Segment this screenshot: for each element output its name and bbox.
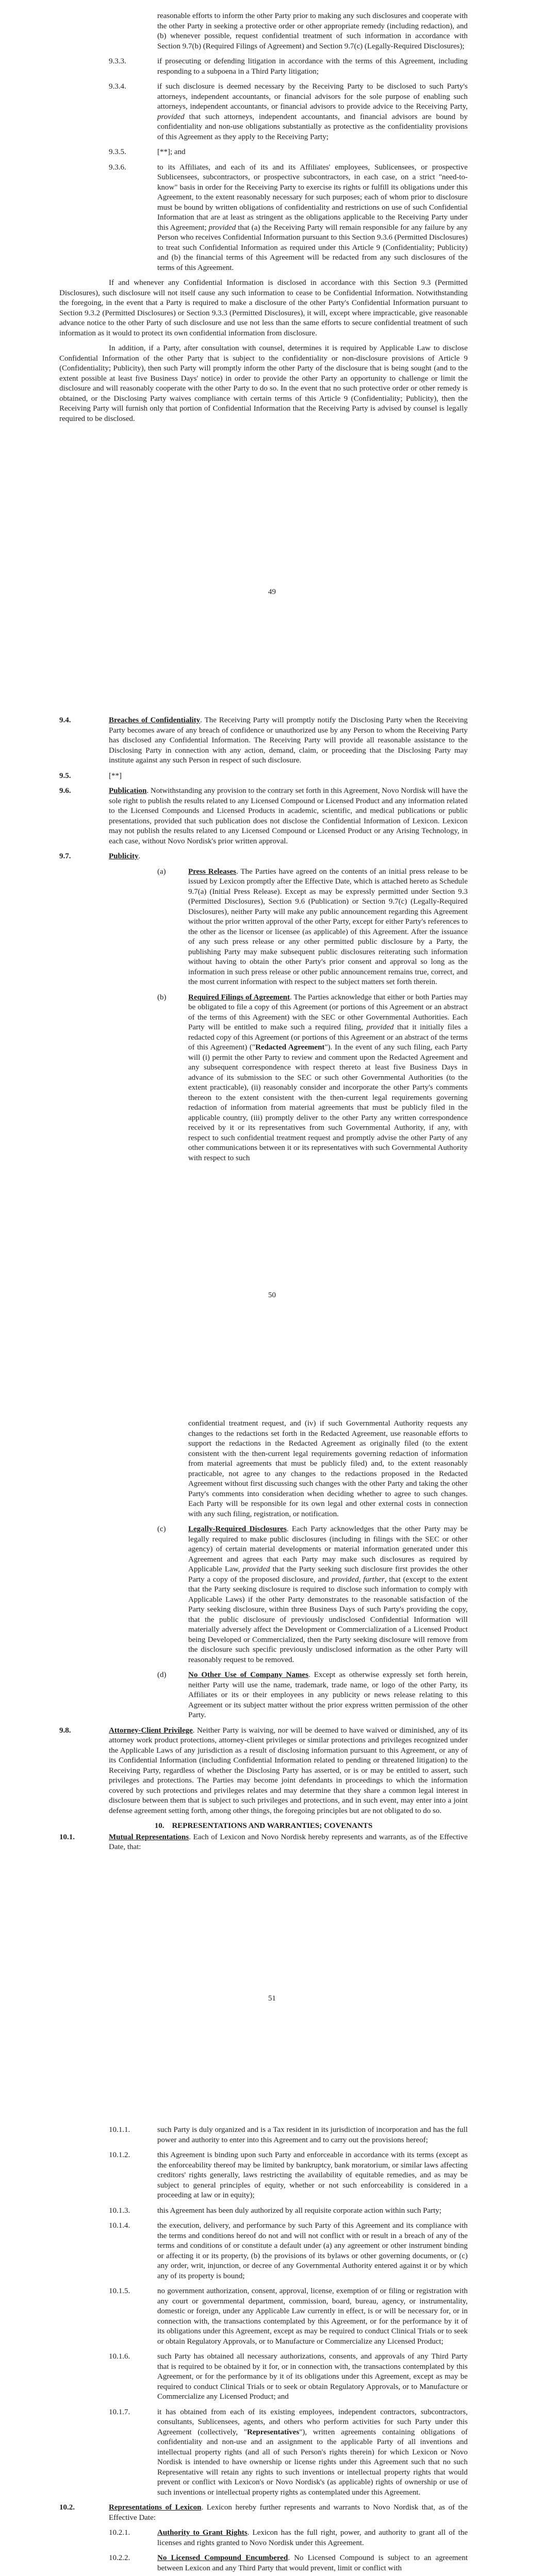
document-page-50 [0,703,544,1406]
section-10-1-5: 10.1.5. no government authorization, consent, approval, license, exemption of or filing or registration with any court or governmental department, commission, board, bureau, agency, or instrumentality, domestic or foreign, under any Applicable Law currently in effect, is or will be necessary for, or in connection with, the transactions contemplated by this Agreement, or for the performance by it of its obligations under this Agreement, except as may be required to conduct Clinical Trials or to seek or obtain Regulatory Approvals, or to Manufacture or Commercialize any Licensed Product; [109,2287,468,2346]
section-10-1-6: 10.1.6. such Party has obtained all necessary authorizations, consents, and approvals of any Third Party that is required to be obtained by it for, or in connection with, the transactions contemplated by this Agreement, or for the performance by it of its obligations under this Agreement, except as may be required to conduct Clinical Trials or to seek or obtain Regulatory Approvals, or to Manufacture or Commercialize any Licensed Product; and [109,2352,468,2401]
section-heading: Attorney-Client Privilege [109,1726,193,1735]
section-heading: Representations of Lexicon [109,2503,202,2512]
section-number: 9.8. [59,1726,71,1735]
section-number: 10.1.3. [109,2206,130,2215]
section-heading: Legally-Required Disclosures [188,1525,287,1533]
section-number: 10.1.7. [109,2408,130,2416]
section-10-2: 10.2. Representations of Lexicon. Lexicon hereby further represents and warrants to Novo Nordisk that, as of the Effective Date: [59,2503,468,2522]
section-10-1-2: 10.1.2. this Agreement is binding upon such Party and enforceable in accordance with its terms (except as the enforceability thereof may be limited by bankruptcy, bank moratorium, or similar laws affecting creditors' rights generally, laws restricting the availability of equitable remedies, and as may be subject to general principles of equity, whether or not such enforceability is considered in a proceeding at law or in equity); [109,2151,468,2199]
section-number: 10.2.2. [109,2554,130,2562]
section-9-7-b: (b) Required Filings of Agreement. The Parties acknowledge that either or both Parties may be obligated to file a copy of this Agreement (or portions of this Agreement or an abstract of the terms of this Agreement) with the SEC or other Governmental Authorities. Each Party will be entitled to make such a required filing, provided that it initially files a redacted copy of this Agreement (or portions of this Agreement or an abstract of the terms of this Agreement) ("Redacted Agreement"). In the event of any such filing, each Party will (i) permit the other Party to review and comment upon the Redacted Agreement and any subsequent correspondence with respect thereto at least five Business Days in advance of its submission to the SEC or such other Governmental Authorities (to the extent practicable), (ii) reasonably consider and incorporate the other Party's comments thereon to the extent consistent with the then-current legal requirements governing redaction of information from material agreements that must be publicly filed in the applicable country, (iii) promptly deliver to the other Party any written correspondence received by it or its representatives from such Governmental Authority, if any, with respect to such confidential treatment request and promptly advise the other Party of any other communications between it or its representatives with such Governmental Authority with respect to such [157,993,468,1162]
section-number: 10.1.4. [109,2222,130,2230]
section-number: (b) [157,993,167,1002]
section-number: 9.7. [59,852,71,860]
section-number: 10.1.5. [109,2287,130,2295]
section-number: 9.3.3. [109,57,126,65]
section-9-3-4: 9.3.4. if such disclosure is deemed necessary by the Receiving Party to be disclosed to such Party's attorneys, independent accountants, or financial advisors for the sole purpose of enabling such attorneys, independent accountants, or financial advisors to provide advice to the Receiving Party, provided that such attorneys, independent accountants, and financial advisors are bound by confidentiality and non-use obligations substantially as protective as the confidentiality provisions of this Agreement as they apply to the Receiving Party; [109,82,468,141]
section-number: (a) [157,867,166,876]
page-number: 50 [268,1291,276,1299]
section-9-6: 9.6. Publication. Notwithstanding any provision to the contrary set forth in this Agreement, Novo Nordisk will have the sole right to publish the results related to any Licensed Compound or Licensed Product and any information related to the Licensed Compounds and Licensed Products in academic, scientific, and medical publications or public presentations, provided that such publication does not disclose the Confidential Information of Lexicon. Lexicon may not publish the results related to any Licensed Compound or Licensed Product or any Arising Technology, in each case, without Novo Nordisk's prior written approval. [59,787,468,845]
section-number: 10.1. [59,1833,75,1841]
page-number: 51 [268,1994,276,2003]
section-number: 10.1.6. [109,2352,130,2361]
section-text: [**]; and [157,148,186,156]
paragraph-legally-required: In addition, if a Party, after consultation with counsel, determines it is required by Applicable Law to disclose Confidential Information of the other Party that is subject to the confidentiality or non-disclosure provisions of Article 9 (Confidentiality; Publicity), then such Party will promptly inform the other Party of the disclosure that is being sought (and to the extent possible at least five Business Days' notice) in order to provide the other Party an opportunity to challenge or limit the disclosure and will reasonably cooperate with the other Party to do so. In the event that no such protective order or other remedy is obtained, or the Disclosing Party waives compliance with certain terms of this Article 9 (Confidentiality; Publicity), then the Receiving Party will furnish only that portion of Confidential Information that the Receiving Party is advised by counsel is legally required to be disclosed. [59,344,468,423]
section-heading: Authority to Grant Rights [157,2529,248,2537]
section-10-2-1: 10.2.1. Authority to Grant Rights. Lexicon has the full right, power, and authority to grant all of the licenses and rights granted to Novo Nordisk under this Agreement. [109,2529,468,2547]
section-heading: Mutual Representations [109,1833,189,1841]
section-number: (c) [157,1525,166,1533]
section-9-4: 9.4. Breaches of Confidentiality. The Receiving Party will promptly notify the Disclosing Party when the Receiving Party becomes aware of any breach of confidence or unauthorized use by any Person to whom the Receiving Party has disclosed any Confidential Information. The Receiving Party will provide all reasonable assistance to the Disclosing Party in connection with any action, demand, claim, or proceeding that the Disclosing Party may institute against any such Person in respect of such disclosure. [59,716,468,765]
section-heading: Required Filings of Agreement [188,993,290,1002]
document-page-52 [0,2110,544,2576]
section-9-3-6: 9.3.6. to its Affiliates, and each of its and its Affiliates' employees, Sublicensees, or prospective Sublicensees, subcontractors, or prospective subcontractors, in each case, on a strict "need-to-know" basis in order for the Receiving Party to exercise its rights or fulfill its obligations under this Agreement, to the extent reasonably necessary for such purposes; each of whom prior to disclosure must be bound by written obligations of confidentiality and restrictions on use of such Confidential Information that are at least as stringent as the obligations applicable to the Receiving Party under this Agreement; provided that (a) the Receiving Party will remain responsible for any failure by any Person who receives Confidential Information pursuant to this Section 9.3.6 (Permitted Disclosures) to treat such Confidential Information as required under this Article 9 (Confidentiality; Publicity) and (b) the financial terms of this Agreement will be redacted from any such disclosures of the terms of this Agreement. [109,163,468,272]
section-9-3-5 [59,147,468,158]
section-9-5: 9.5. [**] [59,771,468,782]
defined-term: Representatives [246,2428,300,2436]
document-page-51 [0,1406,544,2110]
section-9-7-a: (a) Press Releases. The Parties have agreed on the contents of an initial press release to be issued by Lexicon promptly after the Effective Date, which is attached hereto as Schedule 9.7(a) (Initial Press Release). Except as may be expressly permitted under Section 9.3 (Permitted Disclosures), Section 9.6 (Publication) or Section 9.7(c) (Legally-Required Disclosures), neither Party will make any public announcement regarding this Agreement without the prior written approval of the other Party, except for either Party's references to the other as the licensor or licensee (as applicable) of this Agreement. After the issuance of any such press release or any other permitted public disclosure by a Party, the publishing Party may make subsequent public disclosures reiterating such information without having to obtain the other Party's prior consent and approval so long as the information in such press release or other public announcement remains true, correct, and the most current information with respect to the subject matters set forth therein. [157,867,468,986]
section-number: 9.3.4. [109,82,126,91]
section-number: 9.4. [59,716,71,724]
section-heading: Publicity [109,852,139,860]
section-10-2-2: 10.2.2. No Licensed Compound Encumbered. No Licensed Compound is subject to an agreement between Lexicon and any Third Party that would prevent, limit or conflict with [109,2554,468,2572]
section-heading: Publication [109,787,147,795]
section-number: 10.1.2. [109,2151,130,2159]
section-10-1-3: 10.1.3. this Agreement has been duly authorized by all requisite corporate action within such Party; [59,2206,468,2216]
section-number: 9.3.6. [109,163,126,172]
section-number: 10.1.1. [109,2126,130,2134]
section-9-3-2-continuation: reasonable efforts to inform the other Party prior to making any such disclosures and cooperate with the other Party in seeking a protective order or other appropriate remedy (including redaction), and (b) whenever possible, request confidential treatment of such information in accordance with Section 9.7(b) (Required Filings of Agreement) and Section 9.7(c) (Legally-Required Disclosures); [157,12,468,50]
section-9-7: 9.7. Publicity. [59,852,468,862]
page-number: 49 [268,588,276,596]
section-number: (d) [157,1671,167,1679]
section-number: 9.5. [59,771,71,780]
section-9-7-c: (c) Legally-Required Disclosures. Each Party acknowledges that the other Party may be legally required to make public disclosures (including in filings with the SEC or other agency) of certain material developments or material information generated under this Agreement and agrees that each Party may make such disclosures as required by Applicable Law, provided that the Party seeking such disclosure first provides the other Party a copy of the proposed disclosure, and provided, further, that (except to the extent that the Party seeking disclosure is required to disclose such information to comply with Applicable Laws) if the other Party demonstrates to the reasonable satisfaction of the Party seeking disclosure, within three Business Days of such Party's providing the copy, that the public disclosure of previously undisclosed Confidential Information will materially adversely affect the Development or Commercialization of a Licensed Product being Developed or Commercialized, then the Party seeking disclosure will remove from the disclosure such specific previously undisclosed information as the other Party will reasonably request to be removed. [157,1525,468,1664]
defined-term: Redacted Agreement [255,1043,325,1052]
paragraph-disclosure-notice: If and whenever any Confidential Information is disclosed in accordance with this Section 9.3 (Permitted Disclosures), such disclosure will not itself cause any such information to cease to be Confidential Information. Notwithstanding the foregoing, in the event that a Party is required to make a disclosure of the other Party's Confidential Information pursuant to Section 9.3.2 (Permitted Disclosures) or Section 9.3.3 (Permitted Disclosures), it will, except where impracticable, give reasonable advance notice to the other Party of such disclosure and use not less than the same efforts to secure confidential treatment of such information as it would to protect its own confidential information from disclosure. [59,279,468,337]
section-number: 9.3.5. [109,148,126,156]
section-heading: No Licensed Compound Encumbered [157,2554,288,2562]
section-10-1-4: 10.1.4. the execution, delivery, and performance by such Party of this Agreement and its compliance with the terms and conditions hereof do not and will not conflict with or result in a breach of any of the terms and conditions of or constitute a default under (a) any agreement or other instrument binding or affecting it or its property, (b) the provisions of its bylaws or other governing documents, or (c) any order, writ, injunction, or decree of any Governmental Authority entered against it or by which any of its property is bound; [109,2222,468,2280]
section-heading: Press Releases [188,867,237,876]
section-10-1-7: 10.1.7. it has obtained from each of its existing employees, independent contractors, subcontractors, consultants, Sublicensees, agents, and others who perform activities for such Party under this Agreement (collectively, "Representatives"), written agreements containing obligations of confidentiality and non-use and an assignment to the applicable Party of all inventions and intellectual property rights (and all of such Person's rights therein) for which Lexicon or Novo Nordisk is intended to have ownership or license rights under this Agreement such that no such Representative will retain any rights to such inventions or intellectual property rights that would prevent or conflict with Lexicon's or Novo Nordisk's (as applicable) rights of ownership or use of such inventions or intellectual property rights as contemplated under this Agreement. [109,2408,468,2497]
section-9-3-3 [59,57,468,77]
section-10-1: 10.1. Mutual Representations. Each of Lexicon and Novo Nordisk hereby represents and warrants, as of the Effective Date, that: [59,1833,468,1851]
section-9-8: 9.8. Attorney-Client Privilege. Neither Party is waiving, nor will be deemed to have waived or diminished, any of its attorney work product protections, attorney-client privileges or similar protections and privileges recognized under the Applicable Laws of any jurisdiction as a result of disclosing information pursuant to this Agreement, or any of its Confidential Information (including Confidential Information related to pending or threatened litigation) to the Receiving Party, regardless of whether the Disclosing Party has asserted, or is or may be entitled to assert, such privileges and protections. The Parties may become joint defendants in proceedings to which the information covered by such protections and privileges relates and may determine that they share a common legal interest in disclosure between them that is subject to such privileges and protections, and in such event, may enter into a joint defense agreement setting forth, among other things, the foregoing principles but are not obligated to do so. [59,1726,468,1815]
article-10-heading: 10. REPRESENTATIONS AND WARRANTIES; COVENANTS [154,1822,373,1830]
section-number: 9.6. [59,787,71,795]
section-heading: Breaches of Confidentiality [109,716,201,724]
section-number: 10.2.1. [109,2529,130,2537]
section-10-1-1: 10.1.1. such Party is duly organized and is a Tax resident in its jurisdiction of incorporation and has the full power and authority to enter into this Agreement and to carry out the provisions hereof; [109,2126,468,2144]
section-number: 10.2. [59,2503,75,2512]
document-page-49 [0,0,544,703]
section-9-7-b-continuation: confidential treatment request, and (iv) if such Governmental Authority requests any changes to the redactions set forth in the Redacted Agreement, use reasonable efforts to support the redactions in the Redacted Agreement as originally filed (to the extent consistent with the then-current legal requirements governing redaction of information from material agreements that must be publicly filed) and, to the extent reasonably practicable, not agree to any changes to the redactions proposed in the Redacted Agreement without first discussing such changes with the other Party and taking the other Party's comments into consideration when deciding whether to agree to such changes. Each Party will be responsible for its own legal and other external costs in connection with any such filing, registration, or notification. [188,1419,468,1518]
section-text: if prosecuting or defending litigation in accordance with the terms of this Agreement, including responding to a subpoena in a Third Party litigation; [157,57,468,76]
section-9-7-d: (d) No Other Use of Company Names. Except as otherwise expressly set forth herein, neither Party will use the name, trademark, trade name, or logo of the other Party, its Affiliates or its or their employees in any publicity or news release relating to this Agreement or its subject matter without the prior express written permission of the other Party. [157,1671,468,1719]
section-heading: No Other Use of Company Names [188,1671,309,1679]
